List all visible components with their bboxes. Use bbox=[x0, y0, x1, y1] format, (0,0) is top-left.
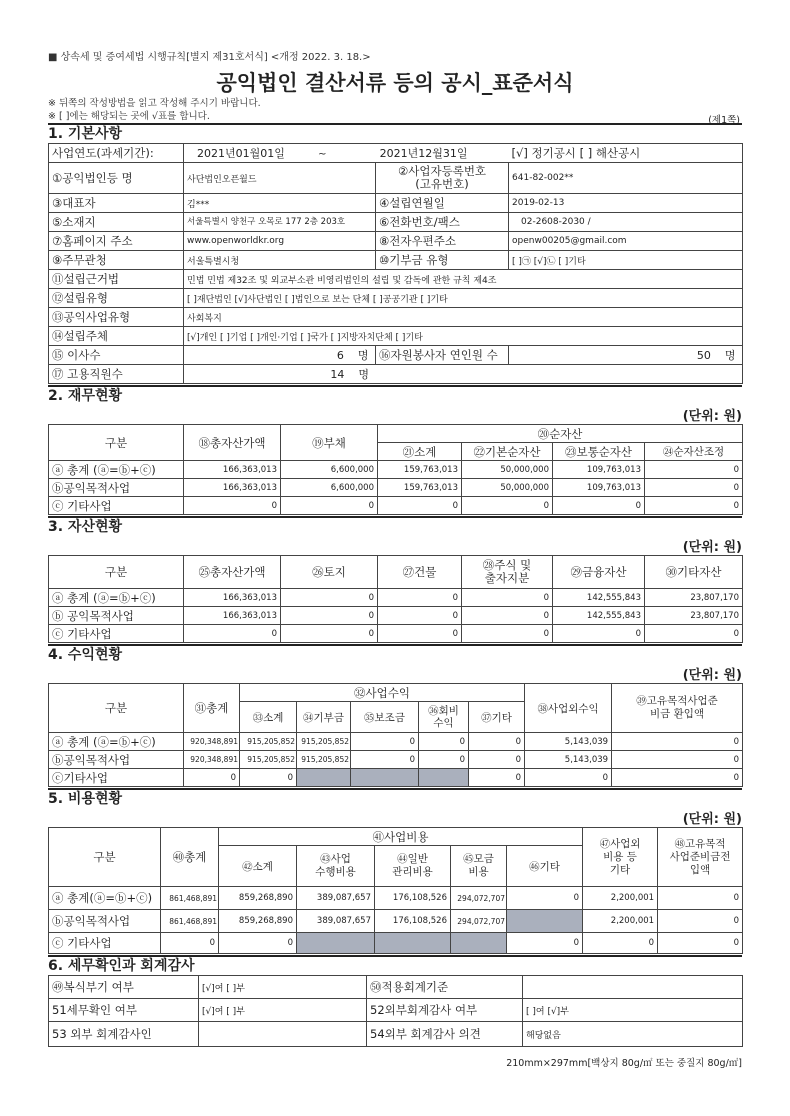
expense-row-label: ⓒ 기타사업 bbox=[49, 933, 161, 954]
table-row bbox=[49, 479, 743, 497]
revenue-h-subtotal: ㉝소계 bbox=[240, 702, 297, 733]
phone-value: 02-2608-2030 / bbox=[509, 213, 743, 232]
fiscal-end: 2021년12월31일 bbox=[379, 147, 468, 160]
finance-table bbox=[48, 424, 743, 515]
volunteers-label: ⑯자원봉사자 연인원 수 bbox=[376, 346, 509, 365]
finance-h-liabilities: ⑲부채 bbox=[281, 425, 378, 461]
section-assets-label: 3. 자산현황 bbox=[48, 519, 123, 535]
bizno-label: ②사업자등록번호 (고유번호) bbox=[376, 163, 509, 194]
expense-cell-disabled bbox=[451, 933, 507, 954]
employees-value: 14 bbox=[330, 368, 345, 381]
revenue-row-label: ⓐ 총계 (ⓐ=ⓑ+ⓒ) bbox=[49, 733, 184, 751]
table-row bbox=[49, 769, 743, 787]
table-row bbox=[49, 733, 743, 751]
expense-table bbox=[48, 827, 743, 954]
finance-cell: 0 bbox=[645, 461, 743, 479]
external-audit-label: 52외부회계감사 여부 bbox=[367, 999, 523, 1022]
revenue-cell: 0 bbox=[612, 733, 743, 751]
expense-h-reserve: ㊽고유목적 사업준비금전 입액 bbox=[658, 828, 743, 887]
revenue-table bbox=[48, 683, 743, 787]
volunteers-cell bbox=[509, 346, 743, 365]
finance-h-normal-net: ㉓보통순자산 bbox=[553, 443, 645, 461]
revenue-row-label: ⓒ기타사업 bbox=[49, 769, 184, 787]
finance-h-subtotal: ㉑소계 bbox=[378, 443, 462, 461]
assets-h-stock: ㉘주식 및 출자지분 bbox=[462, 556, 553, 589]
expense-cell: 389,087,657 bbox=[297, 910, 375, 933]
est-type-label: ⑫설립유형 bbox=[49, 289, 184, 308]
finance-row-label: ⓑ공익목적사업 bbox=[49, 479, 184, 497]
assets-h-other: ㉚기타자산 bbox=[645, 556, 743, 589]
expense-cell: 389,087,657 bbox=[297, 887, 375, 910]
legal-basis-label: ⑪설립근거법 bbox=[49, 270, 184, 289]
assets-cell: 0 bbox=[645, 625, 743, 643]
form-page bbox=[48, 48, 742, 1069]
biz-type-value: 사회복지 bbox=[184, 308, 743, 327]
finance-h-net-assets: ⑳순자산 bbox=[378, 425, 743, 443]
representative-label: ③대표자 bbox=[49, 194, 184, 213]
section-audit-label: 6. 세무확인과 회계감사 bbox=[48, 958, 195, 974]
assets-cell: 0 bbox=[553, 625, 645, 643]
directors-unit: 명 bbox=[357, 349, 369, 362]
assets-cell: 0 bbox=[184, 625, 281, 643]
revenue-h-nonbiz: ㊳사업외수익 bbox=[525, 684, 612, 733]
revenue-h-subsidy: ㉟보조금 bbox=[351, 702, 419, 733]
section-basic-label: 1. 기본사항 bbox=[48, 126, 123, 142]
revenue-h-other: ㊲기타 bbox=[469, 702, 525, 733]
expense-h-biz: ㊶사업비용 bbox=[219, 828, 583, 846]
disclosure-type: [√] 정기공시 [ ] 해산공시 bbox=[509, 144, 743, 163]
finance-cell: 109,763,013 bbox=[553, 461, 645, 479]
revenue-cell: 0 bbox=[240, 769, 297, 787]
expense-h-subtotal: ㊷소계 bbox=[219, 846, 297, 887]
assets-cell: 166,363,013 bbox=[184, 589, 281, 607]
auditor-label: 53 외부 회계감사인 bbox=[49, 1022, 199, 1047]
finance-row-label: ⓐ 총계 (ⓐ=ⓑ+ⓒ) bbox=[49, 461, 184, 479]
revenue-cell: 0 bbox=[612, 769, 743, 787]
revenue-h-reserve: ㊴고유목적사업준 비금 환입액 bbox=[612, 684, 743, 733]
bookkeeping-label: ㊾복식부기 여부 bbox=[49, 976, 199, 999]
org-name-value: 사단법인오픈월드 bbox=[184, 163, 376, 194]
expense-cell: 0 bbox=[219, 933, 297, 954]
est-date-label: ④설립연월일 bbox=[376, 194, 509, 213]
revenue-cell: 920,348,891 bbox=[184, 751, 240, 769]
expense-cell-disabled bbox=[297, 933, 375, 954]
expense-cell: 859,268,890 bbox=[219, 887, 297, 910]
revenue-cell-disabled bbox=[351, 769, 419, 787]
revenue-h-donation: ㉞기부금 bbox=[297, 702, 351, 733]
address-label: ⑤소재지 bbox=[49, 213, 184, 232]
revenue-cell: 915,205,852 bbox=[240, 733, 297, 751]
assets-row-label: ⓒ 기타사업 bbox=[49, 625, 184, 643]
expense-cell: 859,268,890 bbox=[219, 910, 297, 933]
audit-opinion-label: 54외부 회계감사 의견 bbox=[367, 1022, 523, 1047]
tax-check-value: [√]여 [ ]부 bbox=[199, 999, 367, 1022]
accounting-standard-value bbox=[523, 976, 743, 999]
paper-spec-footer: 210mm×297mm[백상지 80g/㎡ 또는 중질지 80g/㎡] bbox=[506, 1058, 742, 1069]
finance-cell: 159,763,013 bbox=[378, 479, 462, 497]
employees-unit: 명 bbox=[358, 368, 369, 381]
finance-cell: 0 bbox=[553, 497, 645, 515]
expense-h-fundraising: ㊺모금 비용 bbox=[451, 846, 507, 887]
assets-cell: 0 bbox=[462, 607, 553, 625]
employees-cell bbox=[184, 365, 376, 384]
authority-value: 서울특별시청 bbox=[184, 251, 376, 270]
section-revenue-label: 4. 수익현황 bbox=[48, 647, 123, 663]
regulation-note: ■ 상속세 및 증여세법 시행규칙[별지 제31호서식] <개정 2022. 3. 18.> bbox=[48, 52, 371, 63]
section-assets-title bbox=[48, 516, 742, 536]
table-row bbox=[49, 625, 743, 643]
fiscal-tilde: ~ bbox=[318, 149, 327, 160]
expense-h-exec: ㊸사업 수행비용 bbox=[297, 846, 375, 887]
finance-cell: 0 bbox=[462, 497, 553, 515]
instruction-note-2: ※ [ ]에는 해당되는 곳에 √표를 합니다. bbox=[48, 111, 210, 122]
section-revenue-title bbox=[48, 644, 742, 664]
expense-h-category: 구분 bbox=[49, 828, 161, 887]
assets-h-financial: ㉙금융자산 bbox=[553, 556, 645, 589]
assets-h-land: ㉖토지 bbox=[281, 556, 378, 589]
basic-info-table bbox=[48, 143, 743, 384]
revenue-cell-disabled bbox=[419, 769, 469, 787]
revenue-unit-row bbox=[48, 664, 742, 683]
assets-cell: 0 bbox=[281, 625, 378, 643]
expense-cell: 0 bbox=[583, 933, 658, 954]
audit-opinion-value: 해당없음 bbox=[523, 1022, 743, 1047]
tax-check-label: 51세무확인 여부 bbox=[49, 999, 199, 1022]
finance-cell: 6,600,000 bbox=[281, 479, 378, 497]
revenue-row-label: ⓑ공익목적사업 bbox=[49, 751, 184, 769]
finance-h-category: 구분 bbox=[49, 425, 184, 461]
finance-cell: 0 bbox=[645, 497, 743, 515]
expense-cell: 176,108,526 bbox=[375, 910, 451, 933]
authority-label: ⑨주무관청 bbox=[49, 251, 184, 270]
expense-cell: 0 bbox=[658, 910, 743, 933]
org-name-label: ①공익법인등 명 bbox=[49, 163, 184, 194]
assets-h-category: 구분 bbox=[49, 556, 184, 589]
email-value: openw00205@gmail.com bbox=[509, 232, 743, 251]
revenue-cell: 0 bbox=[419, 751, 469, 769]
expense-cell: 2,200,001 bbox=[583, 887, 658, 910]
revenue-cell: 0 bbox=[469, 751, 525, 769]
finance-cell: 0 bbox=[378, 497, 462, 515]
employees-blank bbox=[376, 365, 743, 384]
finance-unit-row bbox=[48, 405, 742, 424]
expense-cell: 0 bbox=[658, 887, 743, 910]
est-date-value: 2019-02-13 bbox=[509, 194, 743, 213]
finance-cell: 166,363,013 bbox=[184, 461, 281, 479]
finance-cell: 6,600,000 bbox=[281, 461, 378, 479]
audit-table bbox=[48, 975, 743, 1047]
expense-cell: 0 bbox=[507, 933, 583, 954]
table-row bbox=[49, 461, 743, 479]
form-title: 공익법인 결산서류 등의 공시_표준서식 bbox=[216, 71, 574, 95]
table-row bbox=[49, 910, 743, 933]
revenue-cell: 0 bbox=[351, 733, 419, 751]
assets-h-total: ㉕총자산가액 bbox=[184, 556, 281, 589]
finance-row-label: ⓒ 기타사업 bbox=[49, 497, 184, 515]
expense-unit-row bbox=[48, 808, 742, 827]
expense-cell-disabled bbox=[507, 910, 583, 933]
assets-cell: 0 bbox=[462, 625, 553, 643]
revenue-cell: 5,143,039 bbox=[525, 733, 612, 751]
revenue-cell: 915,205,852 bbox=[297, 733, 351, 751]
email-label: ⑧전자우편주소 bbox=[376, 232, 509, 251]
expense-cell: 2,200,001 bbox=[583, 910, 658, 933]
finance-h-basic-net: ㉒기본순자산 bbox=[462, 443, 553, 461]
legal-basis-value: 민법 민법 제32조 및 외교부소관 비영리법인의 설립 및 감독에 관한 규칙 제4조 bbox=[184, 270, 743, 289]
expense-h-other: ㊻기타 bbox=[507, 846, 583, 887]
table-row bbox=[49, 497, 743, 515]
expense-row-label: ⓑ공익목적사업 bbox=[49, 910, 161, 933]
revenue-cell: 0 bbox=[419, 733, 469, 751]
assets-h-building: ㉗건물 bbox=[378, 556, 462, 589]
table-row bbox=[49, 607, 743, 625]
table-row bbox=[49, 887, 743, 910]
table-row bbox=[49, 589, 743, 607]
finance-cell: 159,763,013 bbox=[378, 461, 462, 479]
revenue-cell: 0 bbox=[351, 751, 419, 769]
section-finance-title bbox=[48, 385, 742, 405]
section-expense-label: 5. 비용현황 bbox=[48, 791, 123, 807]
instruction-note-1: ※ 뒤쪽의 작성방법을 읽고 작성해 주시기 바랍니다. bbox=[48, 98, 261, 109]
assets-cell: 0 bbox=[378, 607, 462, 625]
directors-cell bbox=[184, 346, 376, 365]
donation-type-label: ⑩기부금 유형 bbox=[376, 251, 509, 270]
table-row bbox=[49, 751, 743, 769]
assets-cell: 142,555,843 bbox=[553, 607, 645, 625]
assets-unit: (단위: 원) bbox=[682, 540, 742, 555]
expense-row-label: ⓐ 총계(ⓐ=ⓑ+ⓒ) bbox=[49, 887, 161, 910]
expense-cell: 0 bbox=[507, 887, 583, 910]
volunteers-unit: 명 bbox=[724, 349, 736, 362]
section-finance-label: 2. 재무현황 bbox=[48, 388, 123, 404]
expense-h-total: ㊵총계 bbox=[161, 828, 219, 887]
assets-cell: 23,807,170 bbox=[645, 607, 743, 625]
founder-label: ⑭설립주체 bbox=[49, 327, 184, 346]
finance-cell: 0 bbox=[645, 479, 743, 497]
expense-cell: 294,072,707 bbox=[451, 887, 507, 910]
assets-cell: 0 bbox=[378, 589, 462, 607]
assets-row-label: ⓑ 공익목적사업 bbox=[49, 607, 184, 625]
accounting-standard-label: ㊿적용회계기준 bbox=[367, 976, 523, 999]
expense-unit: (단위: 원) bbox=[682, 812, 742, 827]
assets-row-label: ⓐ 총계 (ⓐ=ⓑ+ⓒ) bbox=[49, 589, 184, 607]
homepage-value: www.openworldkr.org bbox=[184, 232, 376, 251]
finance-unit: (단위: 원) bbox=[682, 409, 742, 424]
revenue-h-total: ㉛총계 bbox=[184, 684, 240, 733]
section-audit-title bbox=[48, 955, 742, 975]
homepage-label: ⑦홈페이지 주소 bbox=[49, 232, 184, 251]
assets-cell: 166,363,013 bbox=[184, 607, 281, 625]
volunteers-value: 50 bbox=[696, 349, 711, 362]
revenue-cell: 0 bbox=[469, 769, 525, 787]
section-basic-title bbox=[48, 123, 742, 143]
revenue-h-fee: ㊱회비 수익 bbox=[419, 702, 469, 733]
directors-value: 6 bbox=[336, 349, 344, 362]
expense-cell: 861,468,891 bbox=[161, 887, 219, 910]
revenue-cell-disabled bbox=[297, 769, 351, 787]
finance-cell: 0 bbox=[281, 497, 378, 515]
revenue-cell: 5,143,039 bbox=[525, 751, 612, 769]
auditor-value bbox=[199, 1022, 367, 1047]
finance-cell: 0 bbox=[184, 497, 281, 515]
fiscal-start: 2021년01월01일 bbox=[197, 147, 285, 160]
revenue-unit: (단위: 원) bbox=[682, 668, 742, 683]
fiscal-year-label: 사업연도(과세기간): bbox=[49, 144, 184, 163]
directors-label: ⑮ 이사수 bbox=[49, 346, 184, 365]
founder-value: [√]개인 [ ]기업 [ ]개인·기업 [ ]국가 [ ]지방자치단체 [ ]기타 bbox=[184, 327, 743, 346]
phone-label: ⑥전화번호/팩스 bbox=[376, 213, 509, 232]
expense-cell-disabled bbox=[375, 933, 451, 954]
revenue-cell: 0 bbox=[469, 733, 525, 751]
assets-table bbox=[48, 555, 743, 643]
revenue-cell: 0 bbox=[184, 769, 240, 787]
assets-cell: 0 bbox=[462, 589, 553, 607]
finance-cell: 50,000,000 bbox=[462, 479, 553, 497]
employees-label: ⑰ 고용직원수 bbox=[49, 365, 184, 384]
external-audit-value: [ ]여 [√]부 bbox=[523, 999, 743, 1022]
expense-cell: 0 bbox=[161, 933, 219, 954]
table-row bbox=[49, 933, 743, 954]
address-value: 서울특별시 양천구 오목로 177 2층 203호 bbox=[184, 213, 376, 232]
expense-h-admin: ㊹일반 관리비용 bbox=[375, 846, 451, 887]
finance-cell: 166,363,013 bbox=[184, 479, 281, 497]
finance-cell: 109,763,013 bbox=[553, 479, 645, 497]
assets-cell: 23,807,170 bbox=[645, 589, 743, 607]
revenue-h-biz: ㉜사업수익 bbox=[240, 684, 525, 702]
bizno-value: 641-82-002** bbox=[509, 163, 743, 194]
representative-value: 김*** bbox=[184, 194, 376, 213]
finance-cell: 50,000,000 bbox=[462, 461, 553, 479]
fiscal-year-range bbox=[184, 144, 509, 163]
assets-cell: 0 bbox=[281, 589, 378, 607]
assets-cell: 0 bbox=[281, 607, 378, 625]
page-number: (제1쪽) bbox=[708, 115, 740, 126]
assets-cell: 0 bbox=[378, 625, 462, 643]
expense-cell: 0 bbox=[658, 933, 743, 954]
revenue-cell: 915,205,852 bbox=[297, 751, 351, 769]
assets-unit-row bbox=[48, 536, 742, 555]
biz-type-label: ⑬공익사업유형 bbox=[49, 308, 184, 327]
expense-cell: 861,468,891 bbox=[161, 910, 219, 933]
revenue-cell: 0 bbox=[525, 769, 612, 787]
revenue-cell: 0 bbox=[612, 751, 743, 769]
finance-h-total-assets: ⑱총자산가액 bbox=[184, 425, 281, 461]
est-type-value: [ ]재단법인 [√]사단법인 [ ]법인으로 보는 단체 [ ]공공기관 [ ]기타 bbox=[184, 289, 743, 308]
revenue-cell: 920,348,891 bbox=[184, 733, 240, 751]
expense-cell: 294,072,707 bbox=[451, 910, 507, 933]
expense-h-nonbiz: ㊼사업외 비용 등 기타 bbox=[583, 828, 658, 887]
bookkeeping-value: [√]여 [ ]부 bbox=[199, 976, 367, 999]
donation-type-value: [ ]㉠ [√]㉡ [ ]기타 bbox=[509, 251, 743, 270]
revenue-h-category: 구분 bbox=[49, 684, 184, 733]
finance-h-adjust: ㉔순자산조정 bbox=[645, 443, 743, 461]
assets-cell: 142,555,843 bbox=[553, 589, 645, 607]
expense-cell: 176,108,526 bbox=[375, 887, 451, 910]
section-expense-title bbox=[48, 788, 742, 808]
revenue-cell: 915,205,852 bbox=[240, 751, 297, 769]
